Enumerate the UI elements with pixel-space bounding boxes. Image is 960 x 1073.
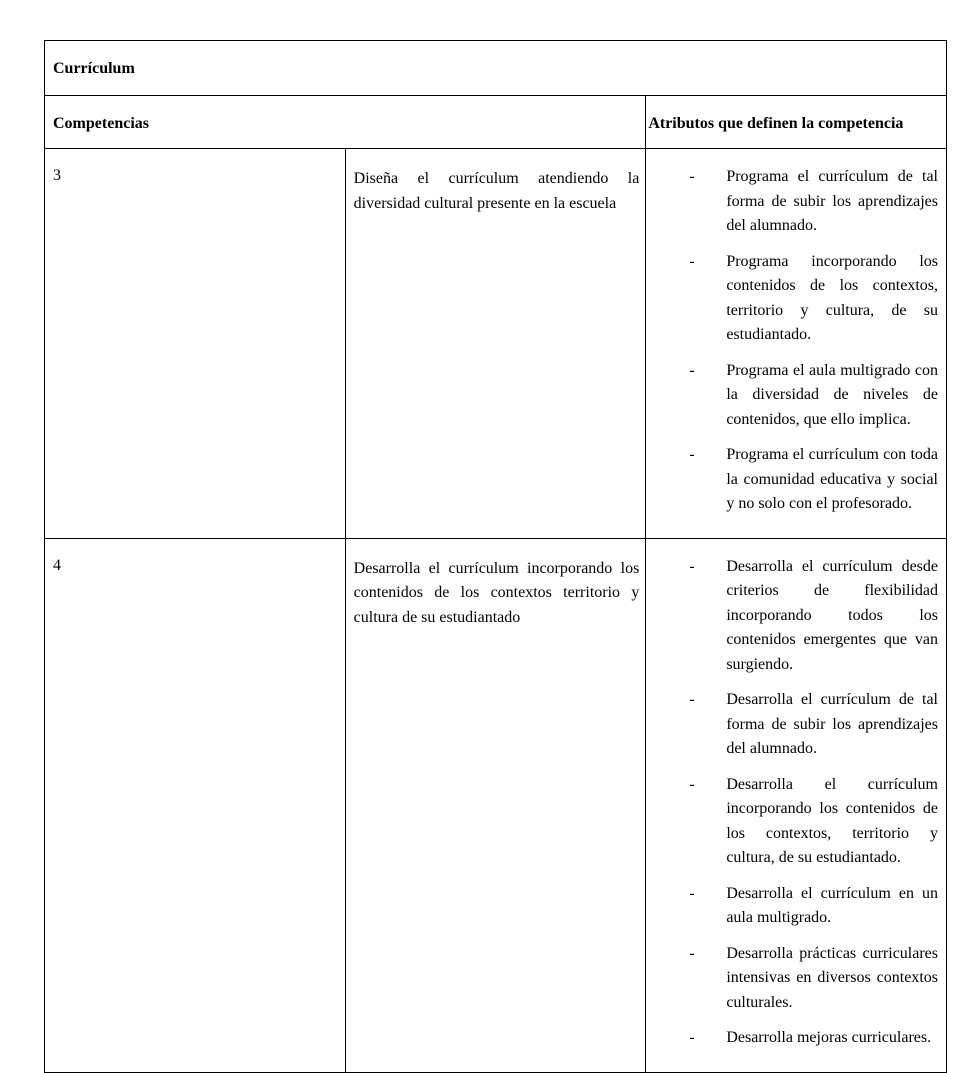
attribute-text: Desarrolla el currículum de tal forma de subir los aprendizajes del alumnado. (726, 691, 938, 757)
bullet-dash: - (689, 446, 695, 463)
list-item (646, 882, 938, 931)
list-item (646, 555, 938, 678)
list-item (646, 942, 938, 1016)
attributes-list (646, 149, 946, 538)
attribute-text: Desarrolla el currículum desde criterios de flexibilidad incorporando todos los contenidos emergentes que van surgiendo. (726, 557, 938, 673)
bullet-dash: - (689, 361, 695, 379)
table-row (45, 149, 947, 539)
attribute-text: Programa el currículum de tal forma de subir los aprendizajes del alumnado. (726, 168, 938, 234)
attribute-text: Programa incorporando los contenidos de los contextos, territorio y cultura, de su estudiantado. (726, 252, 938, 343)
list-item (646, 443, 938, 517)
list-item (646, 773, 938, 871)
bullet-dash: - (689, 1029, 695, 1046)
attribute-text: Desarrolla mejoras curriculares. (726, 1029, 932, 1046)
attributes-list (646, 539, 946, 1072)
attribute-text: Desarrolla el currículum en un aula multigrado. (726, 884, 938, 926)
header-row (45, 96, 947, 149)
competency-cell (345, 538, 646, 1072)
bullet-dash: - (689, 691, 695, 708)
header-atributos: Atributos que definen la competencia (648, 115, 904, 132)
header-competencias: Competencias (53, 115, 149, 132)
bullet-dash: - (689, 944, 695, 962)
header-atributos-cell (646, 96, 947, 149)
list-item (646, 1026, 938, 1051)
attribute-text: Programa el aula multigrado con la diversidad de niveles de contenidos, que ello implica. (726, 361, 938, 428)
row-number-cell (45, 149, 346, 539)
bullet-dash: - (689, 775, 695, 793)
row-number-cell (45, 538, 346, 1072)
row-number: 4 (53, 556, 61, 574)
list-item (646, 359, 938, 433)
header-competencias-cell (45, 96, 646, 149)
bullet-dash: - (689, 168, 695, 185)
attribute-text: Desarrolla prácticas curriculares intensivas en diversos contextos culturales. (726, 944, 938, 1011)
attributes-cell (646, 538, 947, 1072)
table-row (45, 538, 947, 1072)
competency-text: Desarrolla el currículum incorporando los contenidos de los contextos territorio y cultura de su estudiantado (353, 559, 640, 626)
title-row (45, 41, 947, 96)
table-title-cell (45, 41, 947, 96)
row-number: 3 (53, 167, 61, 184)
list-item (646, 250, 938, 348)
list-item (646, 688, 938, 762)
bullet-dash: - (689, 557, 695, 575)
attribute-text: Programa el currículum con toda la comunidad educativa y social y no solo con el profesorado. (726, 446, 938, 512)
bullet-dash: - (689, 884, 695, 902)
attributes-cell (646, 149, 947, 539)
competency-cell (345, 149, 646, 539)
competency-text: Diseña el currículum atendiendo la diversidad cultural presente en la escuela (353, 170, 640, 212)
table-title: Currículum (53, 60, 135, 77)
attribute-text: Desarrolla el currículum incorporando los contenidos de los contextos, territorio y cultura, de su estudiantado. (726, 775, 938, 866)
bullet-dash: - (689, 252, 695, 270)
curriculum-table (44, 40, 947, 1073)
list-item (646, 165, 938, 239)
